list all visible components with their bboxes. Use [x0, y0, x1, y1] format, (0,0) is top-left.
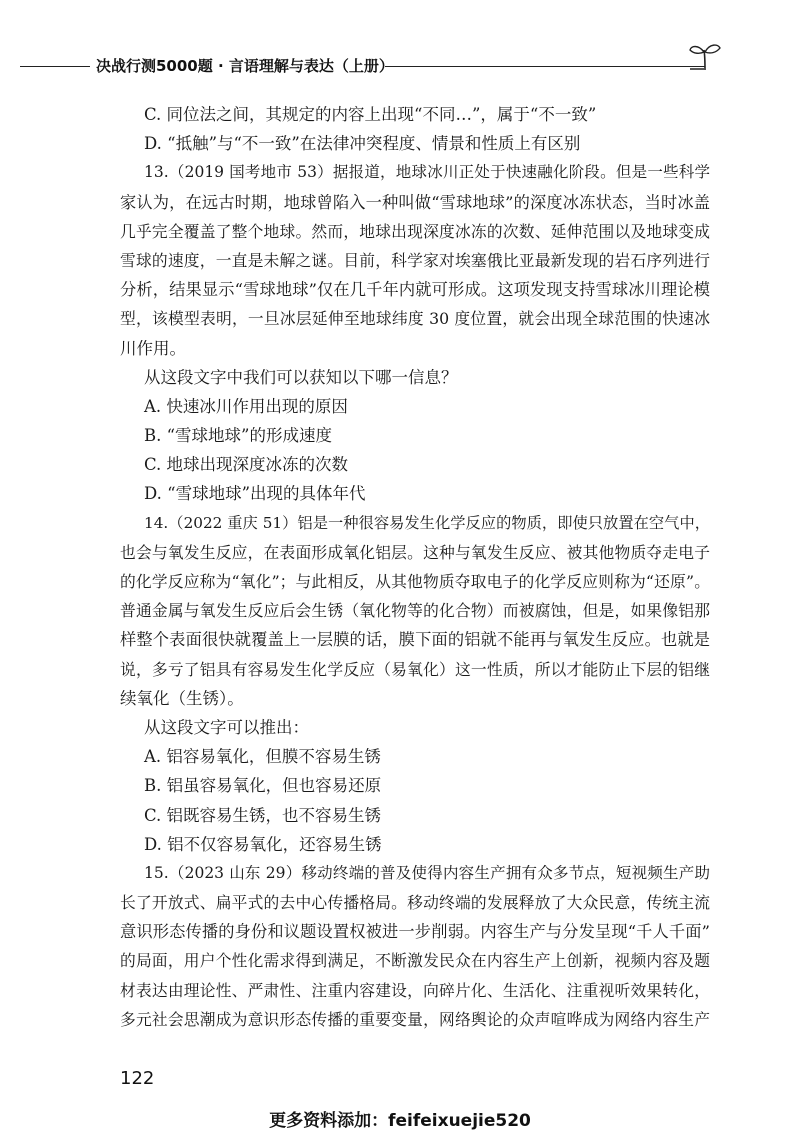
q13-option-b: B. “雪球地球”的形成速度	[144, 426, 332, 446]
footer-note: 更多资料添加：feifeixuejie520	[269, 1111, 531, 1131]
q13-line-6: 型，该模型表明，一旦冰层延伸至地球纬度 30 度位置，就会出现全球范围的快速冰	[120, 309, 710, 329]
q14-line-6: 说，多亏了铝具有容易发生化学反应（易氧化）这一性质，所以才能防止下层的铝继	[120, 659, 710, 679]
q14-line-7: 续氧化（生锈）。	[120, 688, 244, 708]
q14-stem: 从这段文字可以推出：	[144, 717, 309, 737]
q13-line-3: 几乎完全覆盖了整个地球。然而，地球出现深度冰冻的次数、延伸范围以及地球变成	[120, 221, 710, 241]
q14-option-b: B. 铝虽容易氧化，但也容易还原	[144, 776, 382, 796]
q14-line-5: 样整个表面很快就覆盖上一层膜的话，膜下面的铝就不能再与氧发生反应。也就是	[120, 630, 710, 650]
page-body	[120, 100, 710, 1034]
q13-option-d: D. “雪球地球”出现的具体年代	[144, 484, 366, 504]
page-number: 122	[120, 1068, 155, 1089]
q14-line-4: 普通金属与氧发生反应后会生锈（氧化物等的化合物）而被腐蚀，但是，如果像铝那	[120, 601, 710, 621]
q15-line-1: 15.（2023 山东 29）移动终端的普及使得内容生产拥有众多节点，短视频生产助	[144, 863, 710, 882]
q13-line-4: 雪球的速度，一直是未解之谜。目前，科学家对埃塞俄比亚最新发现的岩石序列进行	[120, 250, 710, 270]
q14-line-2: 也会与氧发生反应，在表面形成氧化铝层。这种与氧发生反应、被其他物质夺走电子	[120, 542, 710, 562]
q14-option-a: A. 铝容易氧化，但膜不容易生锈	[144, 747, 381, 767]
running-header	[0, 50, 800, 80]
q13-line-7: 川作用。	[120, 338, 186, 358]
q14-line-1: 14.（2022 重庆 51）铝是一种很容易发生化学反应的物质，即使只放置在空气中，	[144, 513, 710, 532]
header-rule-right	[385, 66, 705, 67]
q15-line-2: 长了开放式、扁平式的去中心传播格局。移动终端的发展释放了大众民意，传统主流	[120, 893, 710, 913]
q14-line-3: 的化学反应称为“氧化”；与此相反，从其他物质夺取电子的化学反应则称为“还原”。	[120, 572, 710, 591]
q13-line-1: 13.（2019 国考地市 53）据报道，地球冰川正处于快速融化阶段。但是一些科学	[144, 163, 710, 182]
sprout-icon	[688, 42, 722, 72]
q14-option-c: C. 铝既容易生锈，也不容易生锈	[144, 805, 382, 825]
header-title: 决战行测5000题 · 言语理解与表达（上册）	[96, 57, 394, 75]
option-d-prev: D. “抵触”与“不一致”在法律冲突程度、情景和性质上有区别	[144, 134, 581, 154]
q13-line-2: 家认为，在远古时期，地球曾陷入一种叫做“雪球地球”的深度冰冻状态，当时冰盖	[120, 192, 710, 212]
q15-line-6: 多元社会思潮成为意识形态传播的重要变量，网络舆论的众声喧哗成为网络内容生产	[120, 1009, 710, 1029]
q15-line-5: 材表达由理论性、严肃性、注重内容建设，向碎片化、生活化、注重视听效果转化，	[120, 980, 710, 1000]
q13-option-c: C. 地球出现深度冰冻的次数	[144, 455, 349, 475]
q13-option-a: A. 快速冰川作用出现的原因	[144, 396, 348, 416]
q13-stem: 从这段文字中我们可以获知以下哪一信息？	[144, 367, 458, 387]
header-rule-left	[20, 66, 90, 67]
q14-option-d: D. 铝不仅容易氧化，还容易生锈	[144, 834, 382, 854]
q15-line-3: 意识形态传播的身份和议题设置权被进一步削弱。内容生产与分发呈现“千人千面”	[120, 922, 710, 942]
option-c-prev: C. 同位法之间，其规定的内容上出现“不同…”，属于“不一致”	[144, 105, 597, 124]
q15-line-4: 的局面，用户个性化需求得到满足，不断激发民众在内容生产上创新，视频内容及题	[120, 951, 710, 971]
q13-line-5: 分析，结果显示“雪球地球”仅在几千年内就可形成。这项发现支持雪球冰川理论模	[120, 280, 710, 300]
